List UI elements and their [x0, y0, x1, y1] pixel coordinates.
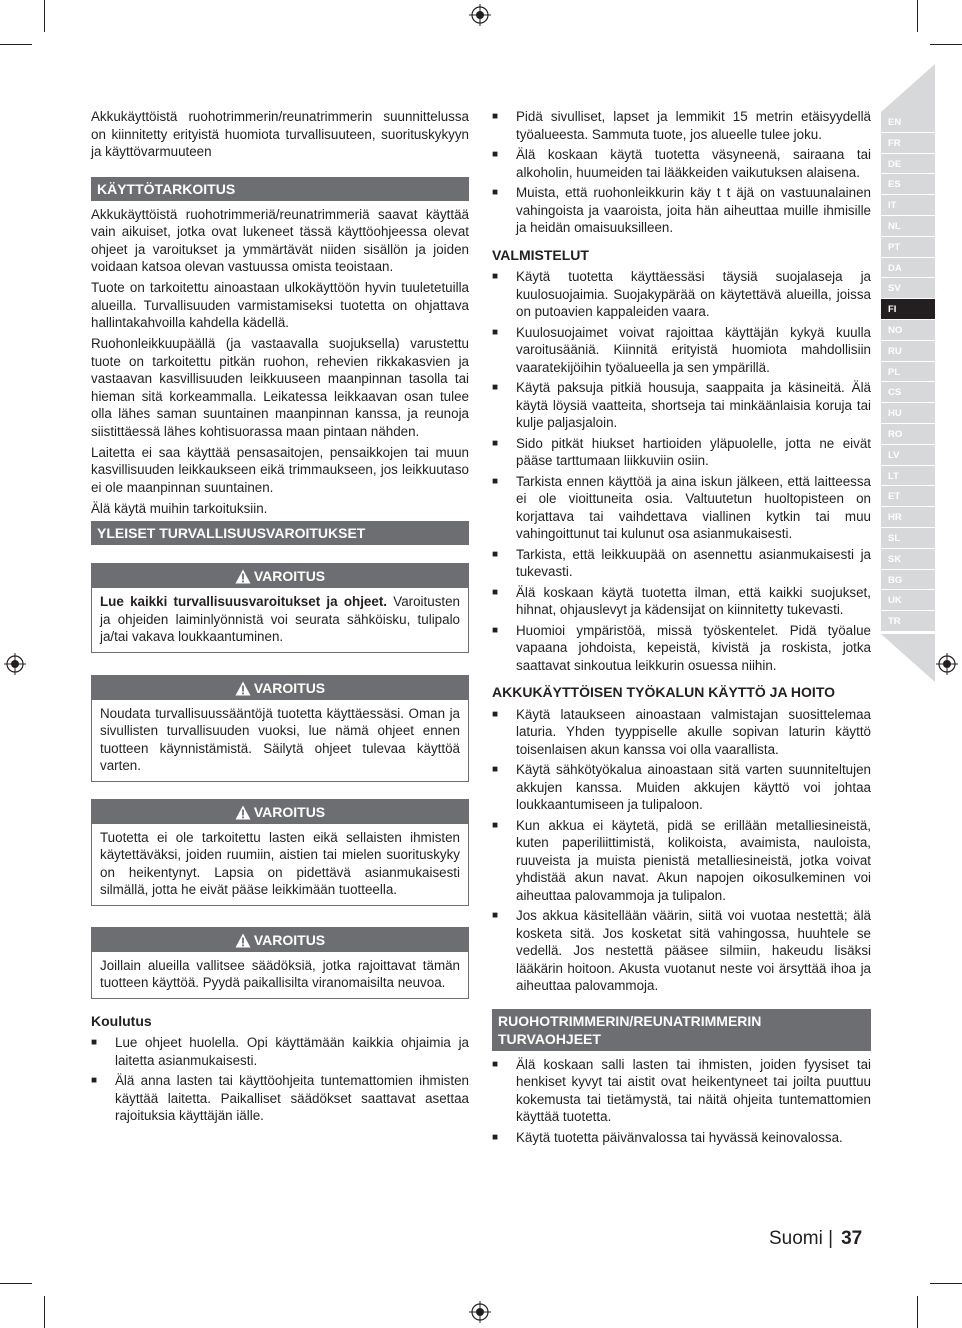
language-tab: [881, 64, 935, 682]
language-tab-ro[interactable]: RO: [881, 424, 935, 445]
registration-mark-icon: [4, 653, 26, 675]
warning-header: [92, 676, 468, 700]
purpose-heading: KÄYTTÖTARKOITUS: [91, 177, 469, 201]
warning-triangle-icon: [235, 805, 251, 820]
crop-mark: [44, 1296, 45, 1328]
language-tab-lv[interactable]: LV: [881, 445, 935, 466]
warning-text: Tuotetta ei ole tarkoitettu lasten eikä sellaisten ihmisten käytettäväksi, joiden ruumiin, aistien tai mielen suorituskyky on heikentynyt. Lapsia on pidettävä asianmukaisesti silmällä, jotta he eivät pääse leikkimään tuotteella.: [100, 829, 460, 897]
crop-mark: [930, 1283, 962, 1284]
registration-mark-icon: [469, 4, 491, 26]
warning-box: [91, 563, 469, 653]
language-tab-hr[interactable]: HR: [881, 507, 935, 528]
crop-mark: [0, 44, 32, 45]
purpose-paragraph: Ruohonleikkuupäällä (ja vastaavalla suojuksella) varustettu tuote on tarkoitettu pitkän ruohon, rehevien rikkakasvien ja vastaavan kasvillisuuden leikkuuseen maanpinnan tasolla tai hieman sitä korkeammalla. Leikatessa leikkaavan osan tulee olla lähes saman suuntainen maanpinnan kanssa, ja reunoja siistittäessä lähes kohtisuorassa maan pintaan nähden.: [91, 336, 469, 439]
warning-body: [92, 700, 468, 781]
warning-body: [92, 588, 468, 652]
warning-triangle-icon: [235, 681, 251, 696]
warning-text: Noudata turvallisuussääntöjä tuotetta käyttäessäsi. Oman ja sivullisten turvallisuuden vuoksi, lue nämä ohjeet ennen tuotteen käynnistämistä. Säilytä ohjeet tulevaa käyttöä varten.: [100, 705, 460, 773]
trimmer-safety-heading: RUOHOTRIMMERIN/REUNATRIMMERIN TURVAOHJEET: [492, 1009, 871, 1051]
preparation-list: [492, 268, 871, 674]
warning-label: VAROITUS: [253, 803, 326, 820]
warning-box: [91, 799, 469, 906]
language-tab-pt[interactable]: PT: [881, 237, 935, 258]
warning-label: VAROITUS: [253, 679, 326, 696]
language-tab-sl[interactable]: SL: [881, 528, 935, 549]
language-tab-fr[interactable]: FR: [881, 133, 935, 154]
language-tab-sv[interactable]: SV: [881, 278, 935, 299]
language-tab-sk[interactable]: SK: [881, 549, 935, 570]
language-tab-pl[interactable]: PL: [881, 362, 935, 383]
warning-box: [91, 927, 469, 999]
page-footer: [769, 1230, 862, 1248]
language-tab-ru[interactable]: RU: [881, 341, 935, 362]
warning-bold-text: Lue kaikki turvallisuusvaroitukset ja ohjeet.: [100, 594, 387, 609]
language-list: [881, 112, 935, 632]
list-item: ■ Älä koskaan käytä tuotetta ilman, että kaikki suojukset, hihnat, ohjauslevyt ja kädensijat on kiinnitetty tukevasti.: [492, 584, 871, 619]
list-item: ■ Jos akkua käsitellään väärin, siitä voi vuotaa nestettä; älä kosketa sitä. Jos kosketat sitä vahingossa, huuhtele se vedellä. Jos nestettä pääsee silmiin, hakeudu lisäksi lääkärin hoitoon. Akusta vuotanut neste voi ärsyttää ihoa ja aiheuttaa palovammoja.: [492, 907, 871, 995]
list-item: ■ Älä koskaan salli lasten tai ihmisten, joiden fyysiset tai henkiset kyvyt tai aistit ovat heikentyneet tai joilta puuttuu kokemusta tai tietämystä, tai näitä ohjeita tuntemattomien käyttää tuotetta.: [492, 1056, 871, 1126]
bystander-list: [492, 108, 871, 237]
crop-mark: [0, 1283, 32, 1284]
crop-mark: [44, 0, 45, 32]
list-item: ■ Käytä paksuja pitkiä housuja, saappaita ja käsineitä. Älä käytä löysiä vaatteita, shortseja tai minkäänlaisia koruja tai kulje paljasjaloin.: [492, 379, 871, 432]
list-item: ■ Älä koskaan käytä tuotetta väsyneenä, sairaana tai alkoholin, huumeiden tai lääkkeiden vaikutuksen alaisena.: [492, 146, 871, 181]
purpose-paragraph: Akkukäyttöistä ruohotrimmeriä/reunatrimmeriä saavat käyttää vain aikuiset, jotka ovat lukeneet tässä käyttöohjeessa olevat ohjeet ja varoitukset ja ymmärtävät niiden sisällön ja joiden voidaan katsoa olevan vastuussa omista teoistaan.: [91, 206, 469, 274]
training-list: [91, 1034, 469, 1125]
warning-body: [92, 824, 468, 905]
trimmer-safety-list: [492, 1056, 871, 1147]
language-tab-bottom: [881, 634, 935, 682]
language-tab-bg[interactable]: BG: [881, 570, 935, 591]
left-column: [91, 108, 469, 1128]
language-tab-uk[interactable]: UK: [881, 590, 935, 611]
list-item: ■ Kun akkua ei käytetä, pidä se erillään metalliesineistä, kuten paperiliittimistä, kolikoista, avaimista, nauloista, ruuveista ja muista pienistä metalliesineistä, jotka voivat yhdistää akun navat. Akun napojen oikosulkeminen voi aiheuttaa palovammoja ja tulipalon.: [492, 817, 871, 905]
general-warnings-heading: YLEISET TURVALLISUUSVAROITUKSET: [91, 521, 469, 545]
list-item: ■ Tarkista ennen käyttöä ja aina iskun jälkeen, että laitteessa ei ole vioittuneita osia. Valtuutetun huoltopisteen on korjattava tai vaihdettava viallinen kytkin tai muu vahingoittunut tai kulunut osa asianmukaisesti.: [492, 473, 871, 543]
warning-label: VAROITUS: [253, 931, 326, 948]
list-item: ■ Käytä lataukseen ainoastaan valmistajan suosittelemaa laturia. Yhden tyyppiselle akulle sopivan laturin käyttö toisenlaisen akun kanssa voi olla vaarallista.: [492, 706, 871, 759]
list-item: ■ Lue ohjeet huolella. Opi käyttämään kaikkia ohjaimia ja laitetta asianmukaisesti.: [91, 1034, 469, 1069]
page-number: 37: [841, 1228, 863, 1249]
warning-triangle-icon: [235, 933, 251, 948]
list-item: ■ Pidä sivulliset, lapset ja lemmikit 15 metrin etäisyydellä työalueesta. Sammuta tuote, jos alueelle tulee joku.: [492, 108, 871, 143]
warning-box: [91, 675, 469, 782]
list-item: ■ Tarkista, että leikkuupää on asennettu asianmukaisesti ja tukevasti.: [492, 546, 871, 581]
list-item: ■ Huomioi ympäristöä, missä työskentelet. Pidä työalue vapaana johdoista, kepeistä, kivistä ja roskista, jotka saattavat sinkoutua leikkurin osuessa niihin.: [492, 622, 871, 675]
language-tab-et[interactable]: ET: [881, 486, 935, 507]
list-item: ■ Muista, että ruohonleikkurin käy t t äjä on vastuunalainen vahingoista ja vaaroista, joita hän aiheuttaa muille ihmisille ja heidän omaisuuksilleen.: [492, 184, 871, 237]
language-tab-de[interactable]: DE: [881, 154, 935, 175]
language-tab-lt[interactable]: LT: [881, 466, 935, 487]
training-heading: Koulutus: [91, 1012, 152, 1029]
language-tab-tr[interactable]: TR: [881, 611, 935, 632]
language-tab-nl[interactable]: NL: [881, 216, 935, 237]
crop-mark: [930, 44, 962, 45]
warning-body: [92, 952, 468, 998]
crop-mark: [917, 0, 918, 32]
language-tab-es[interactable]: ES: [881, 174, 935, 195]
intro-text: Akkukäyttöistä ruohotrimmerin/reunatrimmerin suunnittelussa on kiinnitetty erityistä huomiota turvallisuuteen, suorituskykyyn ja käyttövarmuuteen: [91, 109, 469, 159]
crop-mark: [917, 1296, 918, 1328]
preparation-heading: VALMISTELUT: [492, 246, 589, 263]
language-tab-no[interactable]: NO: [881, 320, 935, 341]
list-item: ■ Sido pitkät hiukset hartioiden yläpuolelle, jotta ne eivät pääse tarttumaan liikkuviin osiin.: [492, 435, 871, 470]
warning-header: [92, 564, 468, 588]
language-tab-top: [881, 64, 935, 112]
language-tab-da[interactable]: DA: [881, 258, 935, 279]
language-tab-cs[interactable]: CS: [881, 382, 935, 403]
language-tab-hu[interactable]: HU: [881, 403, 935, 424]
warning-label: VAROITUS: [253, 568, 326, 584]
list-item: ■ Käytä tuotetta käyttäessäsi täysiä suojalaseja ja kuulosuojaimia. Suojakypärää on käytettävä alueilla, joissa on putoavien kappaleiden vaara.: [492, 268, 871, 321]
warning-text: Joillain alueilla vallitsee säädöksiä, jotka rajoittavat tämän tuotteen käyttöä. Pyydä paikallisilta viranomaisilta neuvoa.: [100, 957, 460, 990]
language-tab-fi[interactable]: FI: [881, 299, 935, 320]
language-tab-it[interactable]: IT: [881, 195, 935, 216]
purpose-paragraph: Tuote on tarkoitettu ainoastaan ulkokäyttöön hyvin tuuletetuilla alueilla. Turvallisuuden varmistamiseksi tuotetta on ohjattava hallintakahvoilla kahdella kädellä.: [91, 280, 469, 330]
warning-triangle-icon: [235, 569, 251, 584]
purpose-body: [91, 206, 469, 518]
list-item: ■ Käytä tuotetta päivänvalossa tai hyvässä keinovalossa.: [492, 1129, 871, 1147]
language-tab-en[interactable]: EN: [881, 112, 935, 133]
list-item: ■ Kuulosuojaimet voivat rajoittaa käyttäjän kykyä kuulla varoitusääniä. Kiinnitä erityistä huomiota mahdollisiin vaaratekijöihin työalueella ja sen ympärillä.: [492, 324, 871, 377]
warning-header: [92, 800, 468, 824]
purpose-paragraph: Laitetta ei saa käyttää pensasaitojen, pensaikkojen tai muun kasvillisuuden leikkaukseen eikä trimmaukseen, jos leikkuutaso ei ole maanpinnan suuntainen.: [91, 444, 469, 495]
right-column: [492, 108, 871, 1149]
registration-mark-icon: [936, 653, 958, 675]
warning-text: Varoitusten ja ohjeiden laiminlyönnistä voi seurata sähköisku, tulipalo ja/tai vakava loukkaantuminen.: [100, 594, 461, 644]
list-item: ■ Käytä sähkötyökalua ainoastaan sitä varten suunniteltujen akkujen kanssa. Muiden akkujen käyttö voi johtaa loukkaantumiseen ja tulipaloon.: [492, 761, 871, 814]
purpose-paragraph: Älä käytä muihin tarkoituksiin.: [91, 500, 268, 516]
footer-language: Suomi |: [769, 1228, 834, 1249]
battery-heading: AKKUKÄYTTÖISEN TYÖKALUN KÄYTTÖ JA HOITO: [492, 684, 836, 700]
list-item: ■ Älä anna lasten tai käyttöohjeita tuntemattomien ihmisten käyttää laitetta. Paikalliset säädökset saattavat asettaa rajoituksia käyttäjän iälle.: [91, 1072, 469, 1125]
battery-list: [492, 706, 871, 995]
warning-header: [92, 928, 468, 952]
registration-mark-icon: [469, 1301, 491, 1323]
